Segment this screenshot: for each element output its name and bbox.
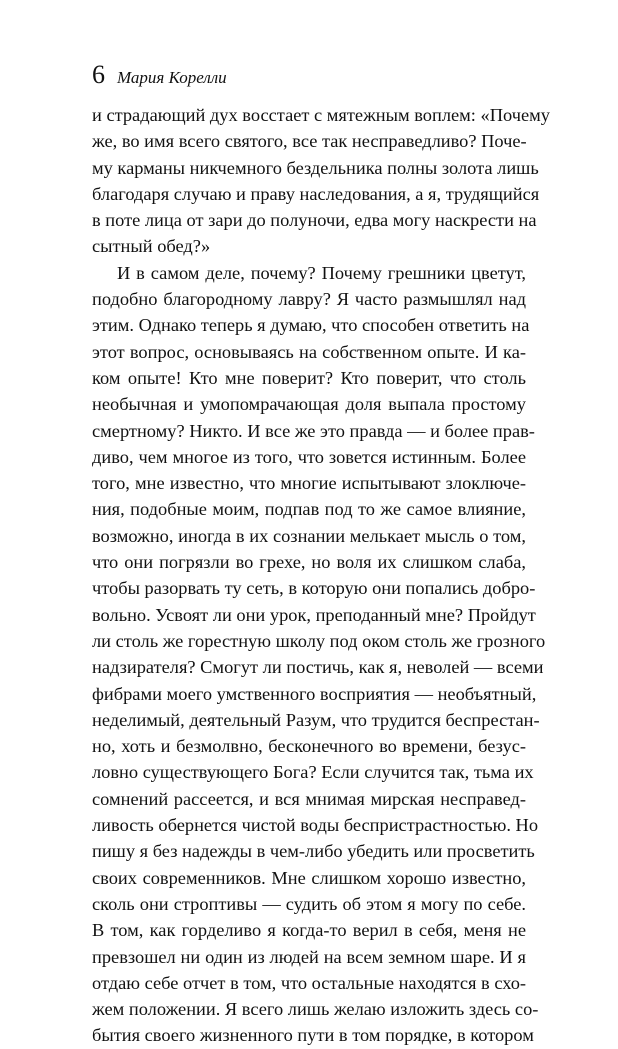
- text-line: что они погрязли во грехе, но воля их слишком слаба,: [92, 552, 526, 573]
- text-line: в поте лица от зари до полуночи, едва могу наскрести на: [92, 210, 537, 231]
- text-line: своих современников. Мне слишком хорошо известно,: [92, 867, 526, 888]
- text-line: ли столь же горестную школу под оком столь же грозного: [92, 630, 546, 651]
- text-line: ком опыте! Кто мне поверит? Кто поверит, что столь: [92, 367, 526, 388]
- page-number: 6: [92, 60, 105, 89]
- text-line: му карманы никчемного бездельника полны золота лишь: [92, 157, 539, 178]
- text-line: чтобы разорвать ту сеть, в которую они попались добро-: [92, 578, 536, 599]
- text-line: подобно благородному лавру? Я часто размышлял над: [92, 289, 526, 310]
- text-line: диво, чем многое из того, что зовется истинным. Более: [92, 446, 526, 467]
- text-line: смертному? Никто. И все же это правда — и более прав-: [92, 420, 535, 441]
- text-line: возможно, иногда в их сознании мелькает мысль о том,: [92, 525, 526, 546]
- running-header: [92, 62, 227, 88]
- text-line: надзирателя? Смогут ли постичь, как я, неволей — всеми: [92, 657, 544, 678]
- text-line: неделимый, деятельный Разум, что трудится беспрестан-: [92, 709, 540, 730]
- body-text: [92, 102, 550, 1049]
- text-line: но, хоть и безмолвно, бесконечного во времени, безус-: [92, 736, 526, 757]
- text-line: вольно. Усвоят ли они урок, преподанный мне? Пройдут: [92, 604, 536, 625]
- text-line: фибрами моего умственного восприятия — необъятный,: [92, 683, 537, 704]
- running-head-author: Мария Корелли: [117, 68, 227, 87]
- text-line: же, во имя всего святого, все так несправедливо? Поче-: [92, 131, 527, 152]
- text-line: благодаря случаю и праву наследования, а я, трудящийся: [92, 183, 540, 204]
- text-line: ния, подобные моим, подпав под то же самое влияние,: [92, 499, 526, 520]
- text-line: сытный обед?»: [92, 236, 211, 257]
- text-line: ловно существующего Бога? Если случится так, тьма их: [92, 762, 534, 783]
- text-line: этот вопрос, основываясь на собственном опыте. И ка-: [92, 341, 526, 362]
- text-line: пишу я без надежды в чем-либо убедить или просветить: [92, 841, 535, 862]
- text-line: необычная и умопомрачающая доля выпала простому: [92, 394, 526, 415]
- text-line: И в самом деле, почему? Почему грешники цветут,: [117, 262, 526, 283]
- text-line: ливость обернется чистой воды беспристрастностью. Но: [92, 815, 539, 836]
- text-line: отдаю себе отчет в том, что остальные находятся в схо-: [92, 972, 527, 993]
- text-line: В том, как горделиво я когда-то верил в себя, меня не: [92, 920, 526, 941]
- text-line: этим. Однако теперь я думаю, что способен ответить на: [92, 315, 530, 336]
- text-line: превзошел ни один из людей на всем земном шаре. И я: [92, 946, 526, 967]
- text-line: того, мне известно, что многие испытывают злоключе-: [92, 473, 526, 494]
- text-line: сомнений рассеется, и вся мнимая мирская несправед-: [92, 788, 526, 809]
- text-line: сколь они строптивы — судить об этом я могу по себе.: [92, 893, 526, 914]
- text-line: жем положении. Я всего лишь желаю изложить здесь со-: [92, 999, 539, 1020]
- text-line: и страдающий дух восстает с мятежным воплем: «Почему: [92, 105, 550, 125]
- text-line: бытия своего жизненного пути в том порядке, в котором: [92, 1025, 534, 1046]
